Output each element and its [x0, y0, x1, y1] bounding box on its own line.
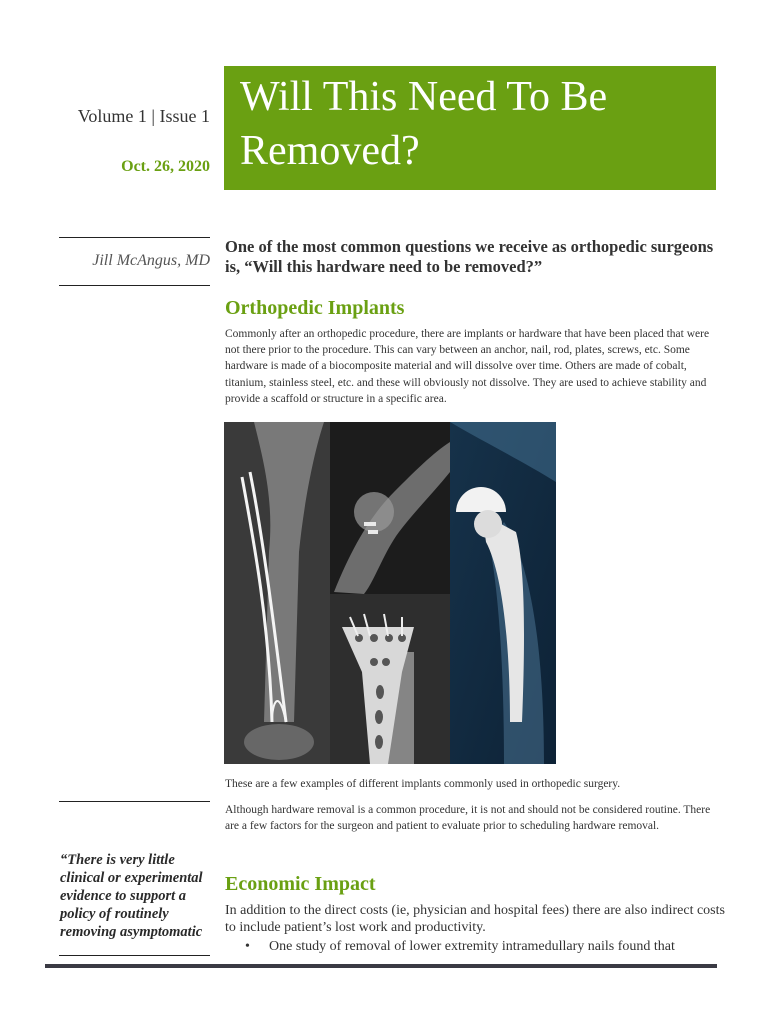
author-rule-bottom	[59, 285, 210, 286]
footer-rule	[45, 964, 717, 968]
xray-wrist-plate	[330, 594, 450, 764]
intro-question: One of the most common questions we receive as orthopedic surgeons is, “Will this hardware need to be removed?”	[225, 237, 714, 276]
volume-issue: Volume 1 | Issue 1	[77, 106, 210, 126]
author-rule-top	[59, 237, 210, 238]
implants-followup: Although hardware removal is a common procedure, it is not and should not be considered routine. There are a few factors for the surgeon and patient to evaluate prior to scheduling hardware removal.	[225, 804, 711, 833]
author-name: Jill McAngus, MD	[92, 252, 210, 269]
xray-hip-replacement	[450, 422, 556, 764]
xray-elbow	[330, 422, 450, 594]
bullet-icon: •	[245, 939, 250, 954]
xray-collage-image	[224, 422, 556, 764]
page-title: Will This Need To Be Removed?	[240, 74, 608, 174]
quote-rule-top	[59, 801, 210, 802]
implants-body: Commonly after an orthopedic procedure, there are implants or hardware that have been placed that were not there prior to the procedure. This can vary between an anchor, nail, rod, plates, screws, etc. Some hardware is made of a biocomposite material and will dissolve over time. Others are made of cobalt, titanium, stainless steel, etc. and these will obviously not dissolve. They are used to achieve stability and provide a scaffold or structure in a specific area.	[225, 328, 710, 405]
heading-orthopedic-implants: Orthopedic Implants	[225, 297, 405, 319]
economic-bullet-text: One study of removal of lower extremity intramedullary nails found that	[269, 939, 675, 954]
heading-economic-impact: Economic Impact	[225, 873, 376, 895]
economic-body: In addition to the direct costs (ie, physician and hospital fees) there are also indirect costs to include patient’s lost work and productivity.	[225, 903, 725, 935]
xray-femur-nails	[224, 422, 330, 764]
image-caption: These are a few examples of different implants commonly used in orthopedic surgery.	[225, 778, 621, 790]
issue-date: Oct. 26, 2020	[121, 158, 210, 175]
quote-rule-bottom	[59, 955, 210, 956]
pull-quote: “There is very little clinical or experimental evidence to support a policy of routinely removing asymptomatic	[60, 852, 203, 940]
economic-bullet	[245, 938, 725, 955]
